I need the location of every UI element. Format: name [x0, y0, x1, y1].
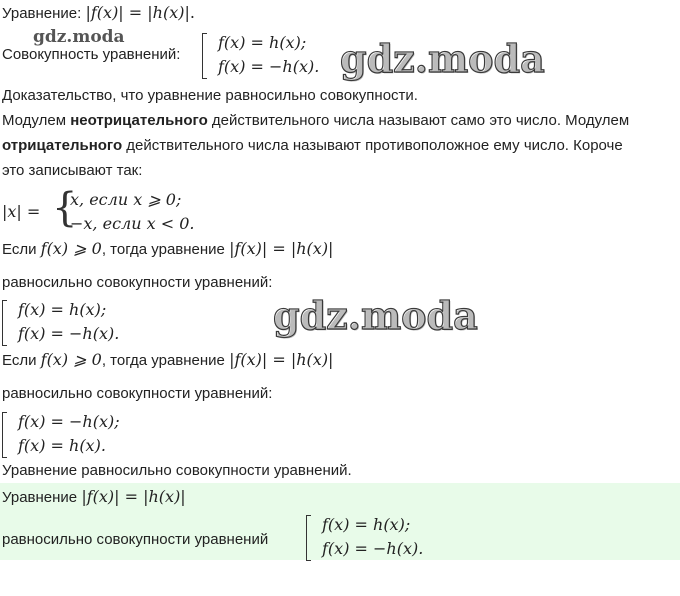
watermark-small: gdz.moda [33, 27, 125, 47]
abs-x: |x| = [2, 202, 41, 221]
set2-eq1: f(x) = h(x); [18, 300, 107, 319]
conclusion: Уравнение равносильно совокупности уравнений. [2, 462, 352, 479]
final-line-2: равносильно совокупности уравнений [2, 531, 269, 548]
proof-heading: Доказательство, что уравнение равносильно совокупности. [2, 87, 418, 104]
watermark-big-1: gdz.moda [340, 36, 545, 81]
set3-eq2: f(x) = h(x). [18, 436, 106, 455]
set3-eq1: f(x) = −h(x); [18, 412, 120, 431]
set1-eq2: f(x) = −h(x). [218, 57, 320, 76]
equation-label: Уравнение: [2, 5, 82, 22]
set4-eq1: f(x) = h(x); [322, 515, 411, 534]
equiv-line-2: равносильно совокупности уравнений: [2, 385, 273, 402]
case-negative: −x, если x < 0. [70, 214, 195, 233]
set1-eq1: f(x) = h(x); [218, 33, 307, 52]
definition-line-1: Модулем неотрицательного действительного числа называют само это число. Модулем [2, 112, 630, 129]
condition-line-1: Если f(x) ⩾ 0, тогда уравнение |f(x)| = |h(x)| [2, 239, 334, 258]
abs-equation: |f(x)| = |h(x)| [85, 3, 190, 22]
brace-icon: { [52, 185, 78, 231]
final-line-1: Уравнение |f(x)| = |h(x)| [2, 487, 186, 506]
set2-eq2: f(x) = −h(x). [18, 324, 120, 343]
set-label: Совокупность уравнений: [2, 46, 181, 63]
definition-line-3: это записывают так: [2, 162, 143, 179]
watermark-big-2: gdz.moda [273, 293, 478, 338]
condition-line-2: Если f(x) ⩾ 0, тогда уравнение |f(x)| = |h(x)| [2, 350, 334, 369]
equiv-line-1: равносильно совокупности уравнений: [2, 274, 273, 291]
set4-eq2: f(x) = −h(x). [322, 539, 424, 558]
case-positive: x, если x ⩾ 0; [70, 190, 182, 209]
definition-line-2: отрицательного действительного числа называют противоположное ему число. Короче [2, 137, 623, 154]
equation-line: Уравнение: |f(x)| = |h(x)|. [2, 3, 195, 22]
